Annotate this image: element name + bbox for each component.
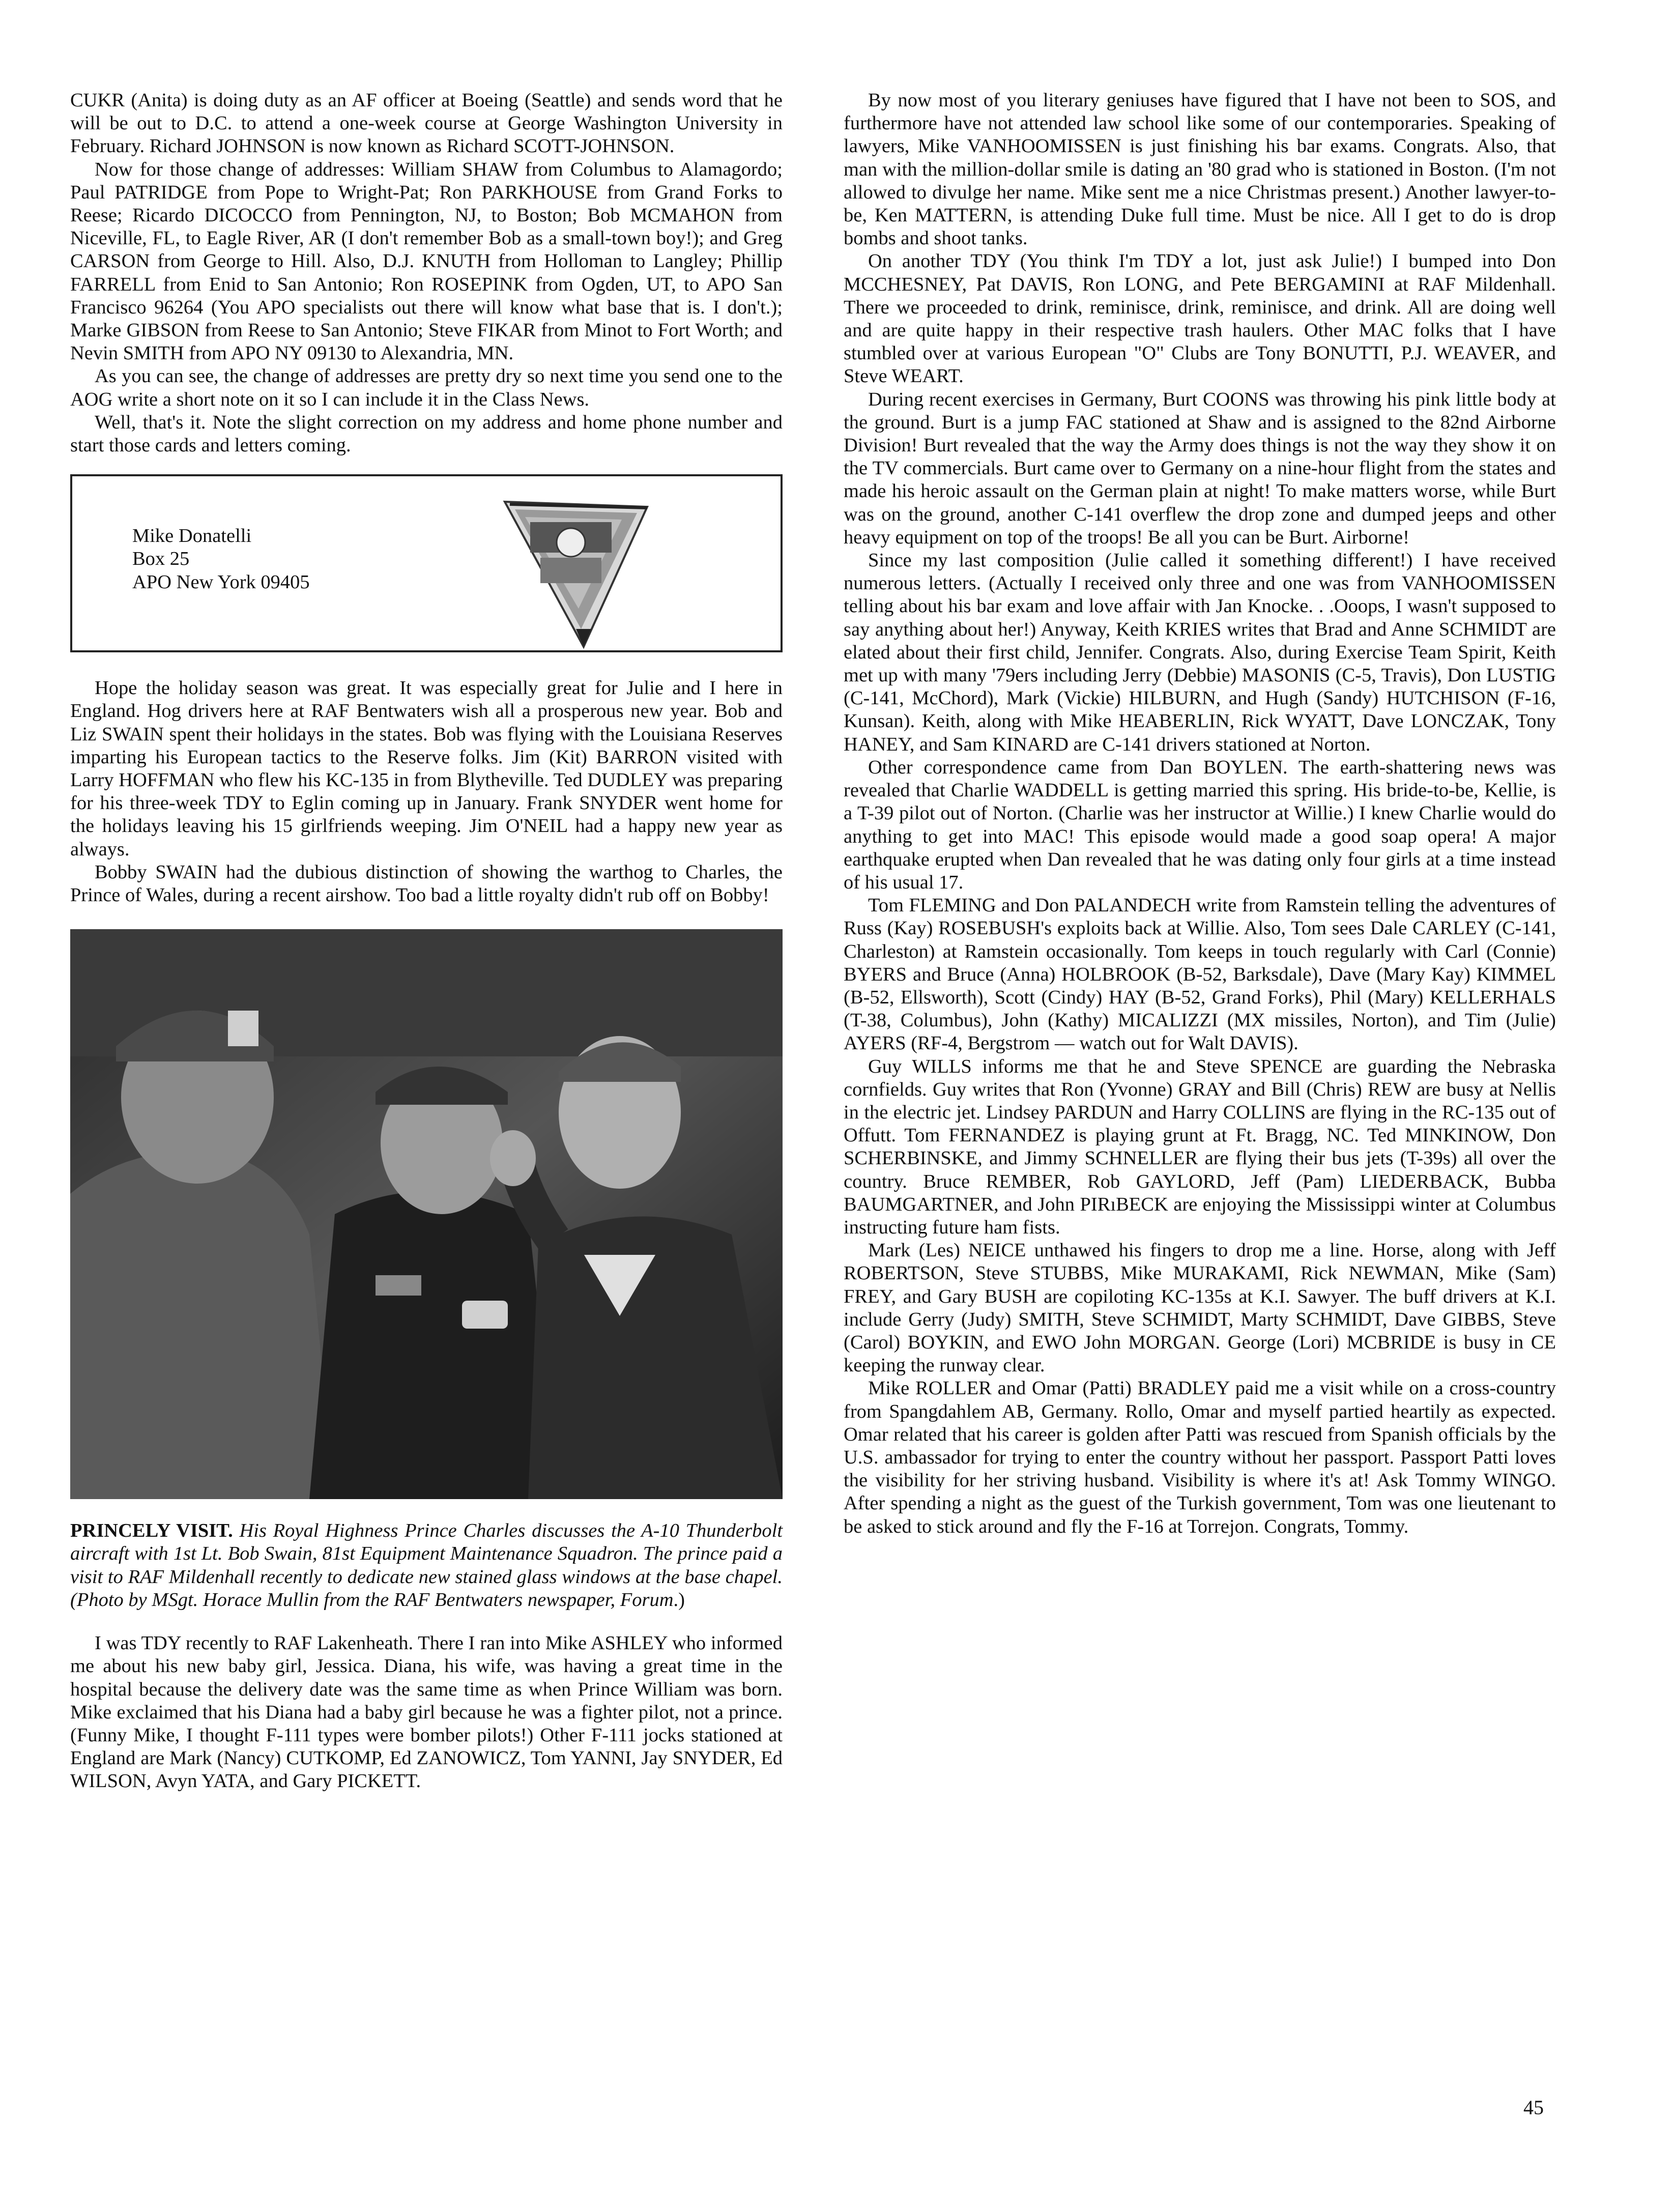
- address-name: Mike Donatelli: [132, 525, 252, 547]
- mailing-address: [132, 525, 310, 594]
- paragraph: Guy WILLS informs me that he and Steve SPENCE are guarding the Nebraska cornfields. Guy writes that Ron (Yvonne) GRAY and Bill (Chris) REW are busy at Nellis in the electric jet. Lindsey PARDUN and Harry COLLINS are flying in the RC-135 out of Offutt. Tom FERNANDEZ is playing grunt at Ft. Bragg, NC. Ted MINKINOW, Don SCHERBINSKE, and Jimmy SCHNELLER are flying their bus jets (T-39s) all over the country. Bruce REMBER, Rob GAYLORD, Jeff (Pam) LIEDERBACK, Bubba BAUMGARTNER, and John PIRıBECK are enjoying the Mississippi winter at Columbus instructing future ham fists.: [844, 1055, 1556, 1238]
- paragraph: Bobby SWAIN had the dubious distinction of showing the warthog to Charles, the Prince of Wales, during a recent airshow. Too bad a little royalty didn't rub off on Bobby!: [70, 861, 783, 906]
- address-box-number: Box 25: [132, 548, 190, 570]
- paragraph: Mike ROLLER and Omar (Patti) BRADLEY paid me a visit while on a cross-country from Spangdahlem AB, Germany. Rollo, Omar and myself partied heartily as expected. Omar related that his career is golden after Patti was rescued from Spanish officials by the U.S. ambassador for trying to enter the country without her passport. Passport Patti loves the visibility for her striving husband. Visibility is where it's at! Ask Tommy WINGO. After spending a night as the guest of the Turkish government, Tom was one lieutenant to be asked to stick around and fly the F-16 at Torrejon. Congrats, Tommy.: [844, 1377, 1556, 1537]
- paragraph: Tom FLEMING and Don PALANDECH write from Ramstein telling the adventures of Russ (Kay) ROSEBUSH's exploits back at Willie. Also, Tom sees Dale CARLEY (C-141, Charleston) at Ramstein occasionally. Tom keeps in touch regularly with Carl (Connie) BYERS and Bruce (Anna) HOLBROOK (B-52, Barksdale), Dave (Mary Kay) KIMMEL (B-52, Ellsworth), Scott (Cindy) HAY (B-52, Grand Forks), Phil (Mary) KELLERHALS (T-38, Columbus), John (Kathy) MICALIZZI (MX missiles, Norton), and Tim (Julie) AYERS (RF-4, Bergstrom — watch out for Walt DAVIS).: [844, 895, 1556, 1054]
- address-city: APO New York 09405: [132, 571, 310, 593]
- page-number: 45: [1523, 2096, 1544, 2119]
- caption-end: .): [673, 1589, 685, 1611]
- paragraph: Since my last composition (Julie called it something different!) I have received numerous letters. (Actually I received only three and one was from VANHOOMISSEN telling about his bar exam and love affair with Jan Knocke. . .Ooops, I wasn't supposed to say anything about her!) Anyway, Keith KRIES writes that Brad and Anne SCHMIDT are elated about their first child, Jennifer. Congrats. Also, during Exercise Team Spirit, Keith met up with many '79ers including Jerry (Debbie) MASONIS (C-5, Travis), Don LUSTIG (C-141, McChord), Mark (Vickie) HILBURN, and Hugh (Sandy) HUTCHISON (F-16, Kunsan). Keith, along with Mike HEABERLIN, Rick WYATT, Dave LONCZAK, Tony HANEY, and Sam KINARD are C-141 drivers stationed at Norton.: [844, 550, 1556, 755]
- paragraph: Well, that's it. Note the slight correction on my address and home phone number and start those cards and letters coming.: [70, 411, 783, 456]
- caption-lead: PRINCELY VISIT.: [70, 1520, 233, 1542]
- paragraph: Other correspondence came from Dan BOYLEN. The earth-shattering news was revealed that Charlie WADDELL is getting married this spring. His bride-to-be, Kellie, is a T-39 pilot out of Norton. (Charlie was her instructor at Willie.) I knew Charlie would do anything to get into MAC! This episode would made a good soap opera! A major earthquake erupted when Dan revealed that he was dating only four girls at a time instead of his usual 17.: [844, 756, 1556, 893]
- paragraph: Mark (Les) NEICE unthawed his fingers to drop me a line. Horse, along with Jeff ROBERTSON, Steve STUBBS, Mike MURAKAMI, Rick NEWMAN, Mike (Sam) FREY, and Gary BUSH are copiloting KC-135s at K.I. Sawyer. The buff drivers at K.I. include Gerry (Judy) SMITH, Steve SCHMIDT, Marty SCHMIDT, Dave GIBBS, Steve (Carol) BOYKIN, and EWO John MORGAN. George (Lori) MCBRIDE is busy in CE keeping the runway clear.: [844, 1240, 1556, 1376]
- paragraph: By now most of you literary geniuses have figured that I have not been to SOS, and furthermore have not attended law school like some of our contemporaries. Speaking of lawyers, Mike VANHOOMISSEN is just finishing his bar exams. Congrats. Also, that man with the million-dollar smile is dating an '80 grad who is stationed in Boston. (I'm not allowed to divulge her name. Mike sent me a nice Christmas present.) Another lawyer-to-be, Ken MATTERN, is attending Duke full time. Must be nice. All I get to do is drop bombs and shoot tanks.: [844, 90, 1556, 249]
- photo-caption: [70, 1519, 783, 1612]
- princely-visit-photo: [70, 929, 783, 1499]
- paragraph: Hope the holiday season was great. It was especially great for Julie and I here in England. Hog drivers here at RAF Bentwaters wish all a prosperous new year. Bob and Liz SWAIN spent their holidays in the states. Bob was flying with the Louisiana Reserves imparting his European tactics to the Reserve folks. Jim (Kit) BARRON visited with Larry HOFFMAN who flew his KC-135 in from Blytheville. Ted DUDLEY was preparing for his three-week TDY to Eglin coming up in January. Frank SNYDER went home for the holidays leaving his 15 girlfriends weeping. Jim O'NEIL had a happy new year as always.: [70, 677, 783, 860]
- class-crest-pennant-image: [495, 486, 657, 649]
- right-column: [844, 89, 1556, 1538]
- caption-body: His Royal Highness Prince Charles discusses the A-10 Thunderbolt aircraft with 1st Lt. Bob Swain, 81st Equipment Maintenance Squadron. The prince paid a visit to RAF Mildenhall recently to dedicate new stained glass windows at the base chapel. (Photo by MSgt. Horace Mullin from the RAF Bentwaters newspaper,: [70, 1520, 783, 1611]
- paragraph: Now for those change of addresses: William SHAW from Columbus to Alamagordo; Paul PATRIDGE from Pope to Wright-Pat; Ron PARKHOUSE from Grand Forks to Reese; Ricardo DICOCCO from Pennington, NJ, to Boston; Bob MCMAHON from Niceville, FL, to Eagle River, AR (I don't remember Bob as a small-town boy!); and Greg CARSON from George to Hill. Also, D.J. KNUTH from Holloman to Langley; Phillip FARRELL from Enid to San Antonio; Ron ROSEPINK from Ogden, UT, to APO San Francisco 96264 (You APO specialists out there will know what base that is. I don't.); Marke GIBSON from Reese to San Antonio; Steve FIKAR from Minot to Fort Worth; and Nevin SMITH from APO NY 09130 to Alexandria, MN.: [70, 158, 783, 364]
- paragraph: CUKR (Anita) is doing duty as an AF officer at Boeing (Seattle) and sends word that he will be out to D.C. to attend a one-week course at George Washington University in February. Richard JOHNSON is now known as Richard SCOTT-JOHNSON.: [70, 90, 783, 157]
- left-column: [70, 89, 783, 1793]
- address-box: [70, 474, 783, 652]
- caption-forum: Forum: [620, 1589, 674, 1611]
- paragraph: During recent exercises in Germany, Burt COONS was throwing his pink little body at the ground. Burt is a jump FAC stationed at Shaw and is assigned to the 82nd Airborne Division! Burt revealed that the way the Army does things is not the way they show it on the TV commercials. Burt came over to Germany on a nine-hour flight from the states and made his heroic assault on the German plain at night! To make matters worse, while Burt was on the ground, another C-141 overflew the drop zone and dumped jeeps and other heavy equipment on top of the troops! Be all you can be Burt. Airborne!: [844, 388, 1556, 548]
- paragraph: As you can see, the change of addresses are pretty dry so next time you send one to the AOG write a short note on it so I can include it in the Class News.: [70, 365, 783, 410]
- paragraph: I was TDY recently to RAF Lakenheath. There I ran into Mike ASHLEY who informed me about his new baby girl, Jessica. Diana, his wife, was having a great time in the hospital because the delivery date was the same time as when Prince William was born. Mike exclaimed that his Diana had a baby girl because he was a fighter pilot, not a prince. (Funny Mike, I thought F-111 types were bomber pilots!) Other F-111 jocks stationed at England are Mark (Nancy) CUTKOMP, Ed ZANOWICZ, Tom YANNI, Jay SNYDER, Ed WILSON, Avyn YATA, and Gary PICKETT.: [70, 1632, 783, 1792]
- paragraph: On another TDY (You think I'm TDY a lot, just ask Julie!) I bumped into Don MCCHESNEY, Pat DAVIS, Ron LONG, and Pete BERGAMINI at RAF Mildenhall. There we proceeded to drink, reminisce, drink, reminisce, and drink. All are doing well and are quite happy in their respective trash haulers. Other MAC folks that I have stumbled over at various European "O" Clubs are Tony BONUTTI, P.J. WEAVER, and Steve WEART.: [844, 250, 1556, 387]
